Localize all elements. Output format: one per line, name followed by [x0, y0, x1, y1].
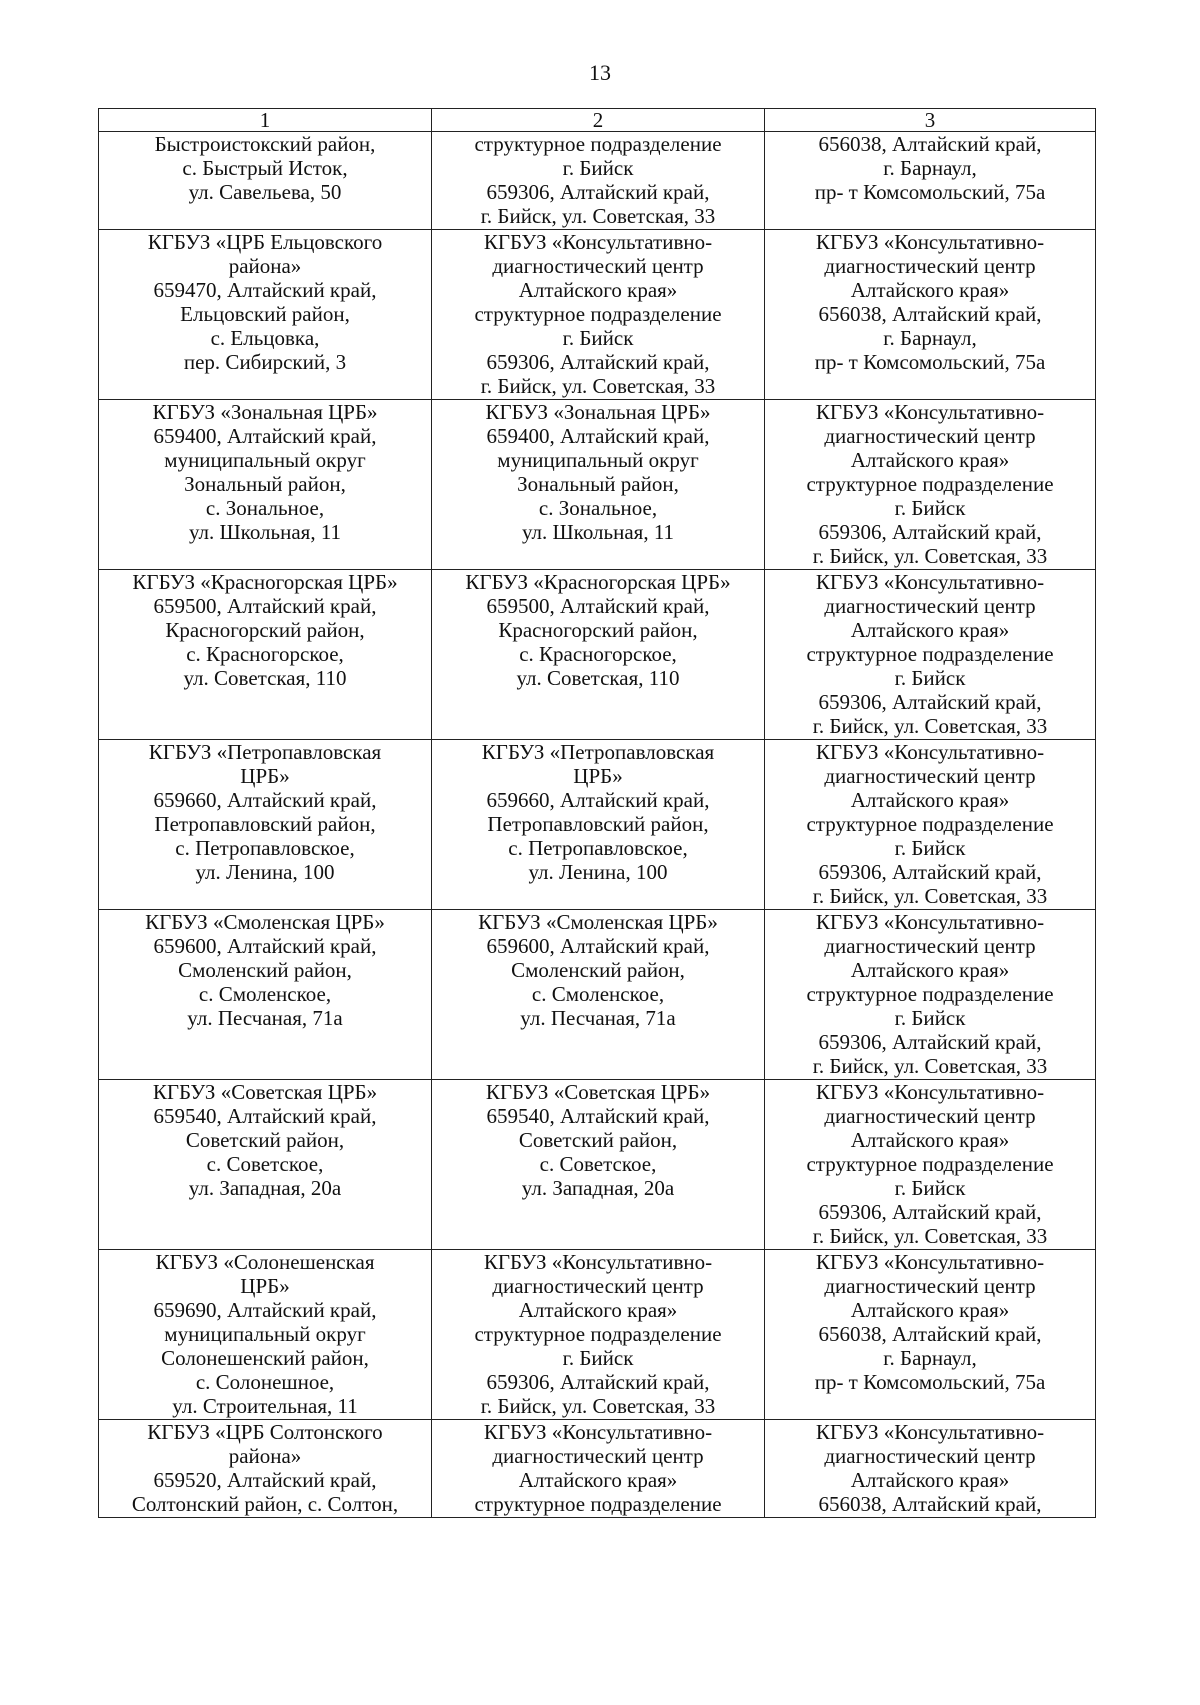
cell-text-line: Алтайского края»: [850, 1468, 1010, 1492]
cell-text-line: 659306, Алтайский край,: [818, 690, 1042, 714]
cell-text-line: КГБУЗ «Консультативно-: [815, 230, 1045, 254]
cell-text-line: ул. Песчаная, 71а: [187, 1006, 343, 1030]
cell-text-line: г. Бийск: [562, 156, 634, 180]
cell-text-line: Алтайского края»: [850, 788, 1010, 812]
cell-first-level-center: [432, 570, 765, 740]
table-row: [99, 230, 1096, 400]
cell-text-line: г. Бийск, ул. Советская, 33: [480, 1394, 716, 1418]
cell-text-line: Петропавловский район,: [154, 812, 376, 836]
cell-text-line: структурное подразделение: [474, 1322, 722, 1346]
cell-text-line: Алтайского края»: [850, 278, 1010, 302]
cell-text-line: 659306, Алтайский край,: [818, 1030, 1042, 1054]
cell-text-line: муниципальный округ: [497, 448, 699, 472]
cell-text-line: КГБУЗ «Консультативно-: [815, 910, 1045, 934]
cell-text-line: г. Бийск, ул. Советская, 33: [480, 204, 716, 228]
cell-region-hospital: [99, 740, 432, 910]
cell-text-line: с. Солонешное,: [195, 1370, 335, 1394]
cell-text-line: ул. Савельева, 50: [188, 180, 342, 204]
cell-text-line: 659540, Алтайский край,: [486, 1104, 710, 1128]
cell-text-line: с. Советское,: [206, 1152, 324, 1176]
cell-text-line: муниципальный округ: [164, 1322, 366, 1346]
cell-text-line: 659600, Алтайский край,: [153, 934, 377, 958]
table-header-row: [99, 109, 1096, 132]
cell-first-level-center: [432, 910, 765, 1080]
cell-text-line: 659306, Алтайский край,: [818, 520, 1042, 544]
column-header-3: 3: [765, 109, 1096, 132]
cell-text-line: структурное подразделение: [806, 982, 1054, 1006]
cell-text-line: с. Зональное,: [205, 496, 325, 520]
cell-text-line: ул. Советская, 110: [516, 666, 680, 690]
cell-text-line: 659660, Алтайский край,: [153, 788, 377, 812]
cell-first-level-center: [432, 1080, 765, 1250]
cell-text-line: с. Зональное,: [538, 496, 658, 520]
cell-region-hospital: [99, 400, 432, 570]
cell-text-line: пер. Сибирский, 3: [183, 350, 347, 374]
cell-text-line: г. Бийск: [894, 1006, 966, 1030]
cell-text-line: КГБУЗ «Красногорская ЦРБ»: [465, 570, 731, 594]
cell-text-line: Красногорский район,: [498, 618, 698, 642]
cell-text-line: ЦРБ»: [573, 764, 623, 788]
cell-text-line: структурное подразделение: [474, 1492, 722, 1516]
cell-region-hospital: [99, 1420, 432, 1518]
cell-text-line: ЦРБ»: [240, 764, 290, 788]
table-row: [99, 1080, 1096, 1250]
cell-text-line: 659400, Алтайский край,: [153, 424, 377, 448]
institutions-table: [98, 108, 1096, 1518]
cell-text-line: КГБУЗ «ЦРБ Ельцовского: [147, 230, 383, 254]
table-row: [99, 910, 1096, 1080]
cell-text-line: КГБУЗ «Консультативно-: [815, 570, 1045, 594]
cell-region-hospital: [99, 1250, 432, 1420]
cell-text-line: 659500, Алтайский край,: [486, 594, 710, 618]
cell-text-line: ул. Строительная, 11: [172, 1394, 358, 1418]
cell-text-line: КГБУЗ «Красногорская ЦРБ»: [132, 570, 398, 594]
cell-text-line: Алтайского края»: [518, 1468, 678, 1492]
page-number: 13: [589, 60, 611, 85]
cell-text-line: 659306, Алтайский край,: [818, 860, 1042, 884]
cell-text-line: с. Петропавловское,: [175, 836, 355, 860]
cell-text-line: 656038, Алтайский край,: [818, 302, 1042, 326]
cell-text-line: диагностический центр: [492, 1444, 704, 1468]
cell-text-line: КГБУЗ «Консультативно-: [815, 740, 1045, 764]
cell-second-level-center: [765, 132, 1096, 230]
cell-text-line: г. Барнаул,: [883, 1346, 977, 1370]
cell-text-line: Алтайского края»: [850, 448, 1010, 472]
cell-text-line: Алтайского края»: [850, 958, 1010, 982]
table-row: [99, 132, 1096, 230]
cell-text-line: КГБУЗ «Петропавловская: [148, 740, 382, 764]
cell-text-line: структурное подразделение: [806, 812, 1054, 836]
cell-text-line: ул. Ленина, 100: [195, 860, 335, 884]
cell-text-line: структурное подразделение: [474, 302, 722, 326]
cell-text-line: 659520, Алтайский край,: [153, 1468, 377, 1492]
cell-text-line: г. Барнаул,: [883, 326, 977, 350]
cell-text-line: Красногорский район,: [165, 618, 365, 642]
cell-second-level-center: [765, 1250, 1096, 1420]
cell-text-line: КГБУЗ «Зональная ЦРБ»: [152, 400, 378, 424]
cell-text-line: г. Бийск, ул. Советская, 33: [812, 1224, 1048, 1248]
cell-text-line: Солтонский район, с. Солтон,: [131, 1492, 399, 1516]
cell-text-line: с. Советское,: [539, 1152, 657, 1176]
cell-text-line: 659470, Алтайский край,: [153, 278, 377, 302]
cell-text-line: Ельцовский район,: [180, 302, 350, 326]
cell-second-level-center: [765, 230, 1096, 400]
cell-text-line: КГБУЗ «Консультативно-: [815, 400, 1045, 424]
cell-text-line: муниципальный округ: [164, 448, 366, 472]
cell-text-line: КГБУЗ «Советская ЦРБ»: [485, 1080, 711, 1104]
cell-text-line: г. Бийск, ул. Советская, 33: [812, 714, 1048, 738]
cell-text-line: 659600, Алтайский край,: [486, 934, 710, 958]
cell-text-line: г. Бийск, ул. Советская, 33: [480, 374, 716, 398]
table-row: [99, 740, 1096, 910]
cell-second-level-center: [765, 570, 1096, 740]
cell-second-level-center: [765, 400, 1096, 570]
cell-text-line: Быстроистокский район,: [154, 132, 376, 156]
cell-text-line: КГБУЗ «Советская ЦРБ»: [152, 1080, 378, 1104]
cell-text-line: ул. Западная, 20а: [188, 1176, 342, 1200]
cell-text-line: КГБУЗ «ЦРБ Солтонского: [147, 1420, 383, 1444]
cell-text-line: структурное подразделение: [474, 132, 722, 156]
cell-text-line: Советский район,: [518, 1128, 678, 1152]
cell-text-line: Алтайского края»: [850, 618, 1010, 642]
cell-text-line: Смоленский район,: [511, 958, 685, 982]
cell-second-level-center: [765, 1420, 1096, 1518]
cell-text-line: 659306, Алтайский край,: [486, 350, 710, 374]
cell-text-line: г. Барнаул,: [883, 156, 977, 180]
cell-second-level-center: [765, 740, 1096, 910]
cell-text-line: Зональный район,: [517, 472, 679, 496]
cell-first-level-center: [432, 740, 765, 910]
cell-text-line: Смоленский район,: [178, 958, 352, 982]
cell-text-line: Алтайского края»: [518, 278, 678, 302]
cell-text-line: с. Быстрый Исток,: [182, 156, 348, 180]
cell-text-line: диагностический центр: [824, 594, 1036, 618]
cell-text-line: с. Ельцовка,: [210, 326, 320, 350]
cell-text-line: 659306, Алтайский край,: [486, 180, 710, 204]
cell-text-line: 656038, Алтайский край,: [818, 1492, 1042, 1516]
cell-text-line: Алтайского края»: [850, 1298, 1010, 1322]
cell-text-line: с. Петропавловское,: [508, 836, 688, 860]
cell-text-line: диагностический центр: [824, 424, 1036, 448]
cell-text-line: ул. Школьная, 11: [188, 520, 342, 544]
cell-region-hospital: [99, 132, 432, 230]
cell-text-line: г. Бийск: [894, 496, 966, 520]
column-header-2: 2: [432, 109, 765, 132]
table-row: [99, 1420, 1096, 1518]
cell-text-line: с. Смоленское,: [531, 982, 665, 1006]
cell-text-line: ул. Западная, 20а: [521, 1176, 675, 1200]
cell-text-line: КГБУЗ «Зональная ЦРБ»: [485, 400, 711, 424]
cell-text-line: диагностический центр: [492, 1274, 704, 1298]
cell-first-level-center: [432, 1250, 765, 1420]
table-row: [99, 570, 1096, 740]
cell-text-line: Советский район,: [185, 1128, 345, 1152]
cell-text-line: диагностический центр: [824, 254, 1036, 278]
cell-text-line: ул. Песчаная, 71а: [520, 1006, 676, 1030]
cell-text-line: г. Бийск: [562, 1346, 634, 1370]
cell-text-line: КГБУЗ «Петропавловская: [481, 740, 715, 764]
cell-text-line: диагностический центр: [824, 1274, 1036, 1298]
column-header-1: 1: [99, 109, 432, 132]
cell-text-line: 659306, Алтайский край,: [486, 1370, 710, 1394]
cell-text-line: КГБУЗ «Солонешенская: [155, 1250, 375, 1274]
cell-text-line: КГБУЗ «Консультативно-: [815, 1420, 1045, 1444]
cell-text-line: КГБУЗ «Консультативно-: [483, 1420, 713, 1444]
cell-first-level-center: [432, 400, 765, 570]
cell-text-line: структурное подразделение: [806, 472, 1054, 496]
cell-second-level-center: [765, 1080, 1096, 1250]
cell-text-line: г. Бийск: [894, 836, 966, 860]
cell-text-line: пр- т Комсомольский, 75а: [814, 350, 1046, 374]
cell-first-level-center: [432, 132, 765, 230]
cell-text-line: с. Смоленское,: [198, 982, 332, 1006]
cell-text-line: структурное подразделение: [806, 1152, 1054, 1176]
cell-text-line: г. Бийск, ул. Советская, 33: [812, 1054, 1048, 1078]
cell-text-line: КГБУЗ «Консультативно-: [483, 1250, 713, 1274]
cell-text-line: 659306, Алтайский край,: [818, 1200, 1042, 1224]
cell-text-line: района»: [228, 254, 302, 278]
cell-text-line: ЦРБ»: [240, 1274, 290, 1298]
cell-text-line: г. Бийск: [894, 1176, 966, 1200]
cell-text-line: диагностический центр: [824, 934, 1036, 958]
cell-text-line: диагностический центр: [824, 764, 1036, 788]
cell-text-line: Зональный район,: [184, 472, 346, 496]
cell-text-line: КГБУЗ «Смоленская ЦРБ»: [478, 910, 718, 934]
cell-region-hospital: [99, 230, 432, 400]
cell-text-line: района»: [228, 1444, 302, 1468]
cell-text-line: диагностический центр: [824, 1104, 1036, 1128]
cell-text-line: диагностический центр: [824, 1444, 1036, 1468]
cell-text-line: Алтайского края»: [518, 1298, 678, 1322]
cell-text-line: КГБУЗ «Смоленская ЦРБ»: [145, 910, 385, 934]
cell-first-level-center: [432, 230, 765, 400]
cell-region-hospital: [99, 1080, 432, 1250]
table-row: [99, 400, 1096, 570]
cell-text-line: 659500, Алтайский край,: [153, 594, 377, 618]
cell-text-line: Алтайского края»: [850, 1128, 1010, 1152]
cell-text-line: г. Бийск: [562, 326, 634, 350]
cell-text-line: с. Красногорское,: [519, 642, 677, 666]
cell-text-line: Петропавловский район,: [487, 812, 709, 836]
cell-text-line: пр- т Комсомольский, 75а: [814, 180, 1046, 204]
cell-text-line: диагностический центр: [492, 254, 704, 278]
cell-text-line: 656038, Алтайский край,: [818, 132, 1042, 156]
cell-text-line: г. Бийск, ул. Советская, 33: [812, 884, 1048, 908]
cell-text-line: 659400, Алтайский край,: [486, 424, 710, 448]
cell-text-line: КГБУЗ «Консультативно-: [483, 230, 713, 254]
cell-region-hospital: [99, 910, 432, 1080]
cell-text-line: ул. Ленина, 100: [528, 860, 668, 884]
cell-second-level-center: [765, 910, 1096, 1080]
cell-text-line: ул. Школьная, 11: [521, 520, 675, 544]
cell-text-line: 659690, Алтайский край,: [153, 1298, 377, 1322]
table-row: [99, 1250, 1096, 1420]
cell-first-level-center: [432, 1420, 765, 1518]
cell-text-line: г. Бийск, ул. Советская, 33: [812, 544, 1048, 568]
cell-text-line: структурное подразделение: [806, 642, 1054, 666]
cell-text-line: г. Бийск: [894, 666, 966, 690]
table-body: [99, 132, 1096, 1518]
cell-text-line: 656038, Алтайский край,: [818, 1322, 1042, 1346]
cell-text-line: Солонешенский район,: [161, 1346, 369, 1370]
cell-text-line: КГБУЗ «Консультативно-: [815, 1080, 1045, 1104]
cell-text-line: 659660, Алтайский край,: [486, 788, 710, 812]
cell-text-line: 659540, Алтайский край,: [153, 1104, 377, 1128]
cell-text-line: КГБУЗ «Консультативно-: [815, 1250, 1045, 1274]
cell-text-line: ул. Советская, 110: [183, 666, 347, 690]
cell-text-line: с. Красногорское,: [186, 642, 344, 666]
cell-text-line: пр- т Комсомольский, 75а: [814, 1370, 1046, 1394]
cell-region-hospital: [99, 570, 432, 740]
